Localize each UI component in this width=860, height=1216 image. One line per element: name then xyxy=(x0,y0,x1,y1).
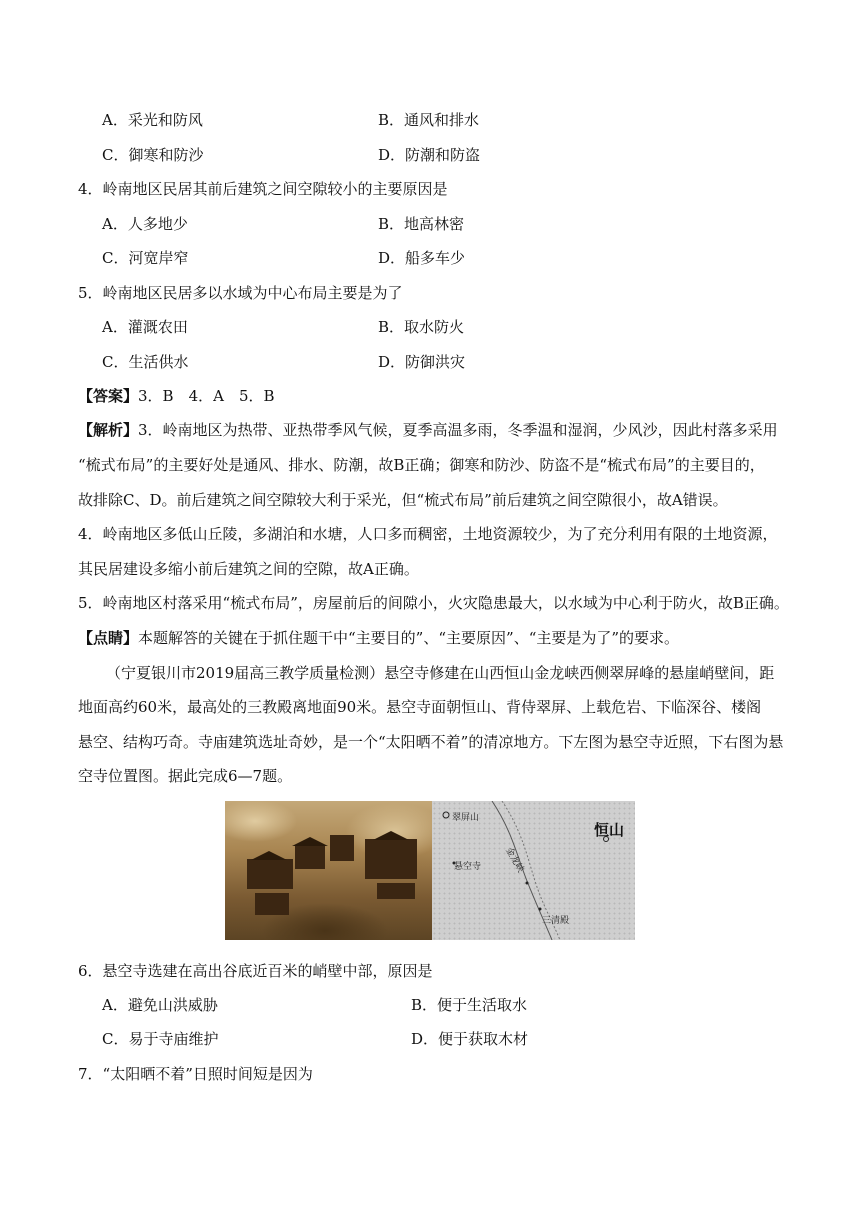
passage-line-4: 空寺位置图。据此完成6—7题。 xyxy=(78,767,293,785)
q3-option-d: D．防潮和防盗 xyxy=(378,146,481,164)
q4-stem: 4．岭南地区民居其前后建筑之间空隙较小的主要原因是 xyxy=(78,180,448,198)
analysis-line-3: 故排除C、D。前后建筑之间空隙较大利于采光，但“梳式布局”前后建筑之间空隙很小，故A错误。 xyxy=(78,491,728,509)
passage-source: （宁夏银川市2019届高三教学质量检测） xyxy=(106,664,385,682)
passage-text-1: 悬空寺修建在山西恒山金龙峡西侧翠屏峰的悬崖峭壁间，距 xyxy=(384,664,775,682)
xuankong-temple-photo xyxy=(225,801,432,940)
map-label-sanjiao: 三清殿 xyxy=(542,916,570,926)
analysis-line-5: 其民居建设多缩小前后建筑之间的空隙，故A正确。 xyxy=(78,560,419,578)
q6-option-a: A．避免山洪威胁 xyxy=(102,996,218,1014)
analysis-line-6: 5．岭南地区村落采用“梳式布局”，房屋前后的间隙小，火灾隐患最大，以水域为中心利于防火，故B正确。 xyxy=(78,594,789,612)
map-label-xuankong: 悬空寺 xyxy=(454,862,482,872)
q3-option-a: A．采光和防风 xyxy=(102,111,203,129)
q6-option-d: D．便于获取木材 xyxy=(411,1030,529,1048)
location-map xyxy=(432,801,635,940)
analysis-text-1: 3．岭南地区为热带、亚热带季风气候，夏季高温多雨，冬季温和湿润，少风沙，因此村落多采用 xyxy=(138,421,778,439)
q5-option-c: C．生活供水 xyxy=(102,353,189,371)
analysis-line-1 xyxy=(78,420,778,440)
map-label-cuiping: 翠屏山 xyxy=(452,813,480,823)
tip-text: 本题解答的关键在于抓住题干中“主要目的”、“主要原因”、“主要是为了”的要求。 xyxy=(138,629,680,647)
passage-line-3: 悬空、结构巧奇。寺庙建筑选址奇妙，是一个“太阳晒不着”的清凉地方。下左图为悬空寺近照，下右图为悬 xyxy=(78,733,784,751)
q4-option-c: C．河宽岸窄 xyxy=(102,249,189,267)
tip-label: 【点睛】 xyxy=(78,629,139,647)
figure-pair xyxy=(225,801,635,940)
q6-option-b: B．便于生活取水 xyxy=(411,996,528,1014)
analysis-label: 【解析】 xyxy=(78,421,139,439)
answer-text: 3．B 4．A 5．B xyxy=(138,387,275,405)
q4-option-a: A．人多地少 xyxy=(102,215,188,233)
q4-option-d: D．船多车少 xyxy=(378,249,466,267)
q5-option-a: A．灌溉农田 xyxy=(102,318,188,336)
tip-line xyxy=(78,628,679,648)
q7-stem: 7．“太阳晒不着”日照时间短是因为 xyxy=(78,1065,313,1083)
answer-line xyxy=(78,386,275,406)
q5-option-d: D．防御洪灾 xyxy=(378,353,466,371)
q6-stem: 6．悬空寺选建在高出谷底近百米的峭壁中部，原因是 xyxy=(78,962,433,980)
analysis-line-4: 4．岭南地区多低山丘陵，多湖泊和水塘，人口多而稠密，土地资源较少，为了充分利用有限的土地资源， xyxy=(78,525,778,543)
q4-option-b: B．地高林密 xyxy=(378,215,465,233)
passage-line-2: 地面高约60米，最高处的三教殿离地面90米。悬空寺面朝恒山、背侍翠屏、上载危岩、下临深谷、楼阁 xyxy=(78,698,762,716)
map-label-hengshan: 恒山 xyxy=(594,821,625,839)
q6-option-c: C．易于寺庙维护 xyxy=(102,1030,219,1048)
answer-label: 【答案】 xyxy=(78,387,139,405)
passage-line-1 xyxy=(106,663,774,683)
map-label-jinlong: 金龙峡 xyxy=(503,846,526,875)
analysis-line-2: “梳式布局”的主要好处是通风、排水、防潮，故B正确；御寒和防沙、防盗不是“梳式布局”的主要目的， xyxy=(78,456,765,474)
q3-option-c: C．御寒和防沙 xyxy=(102,146,204,164)
q5-stem: 5．岭南地区民居多以水域为中心布局主要是为了 xyxy=(78,284,403,302)
q3-option-b: B．通风和排水 xyxy=(378,111,480,129)
q5-option-b: B．取水防火 xyxy=(378,318,465,336)
